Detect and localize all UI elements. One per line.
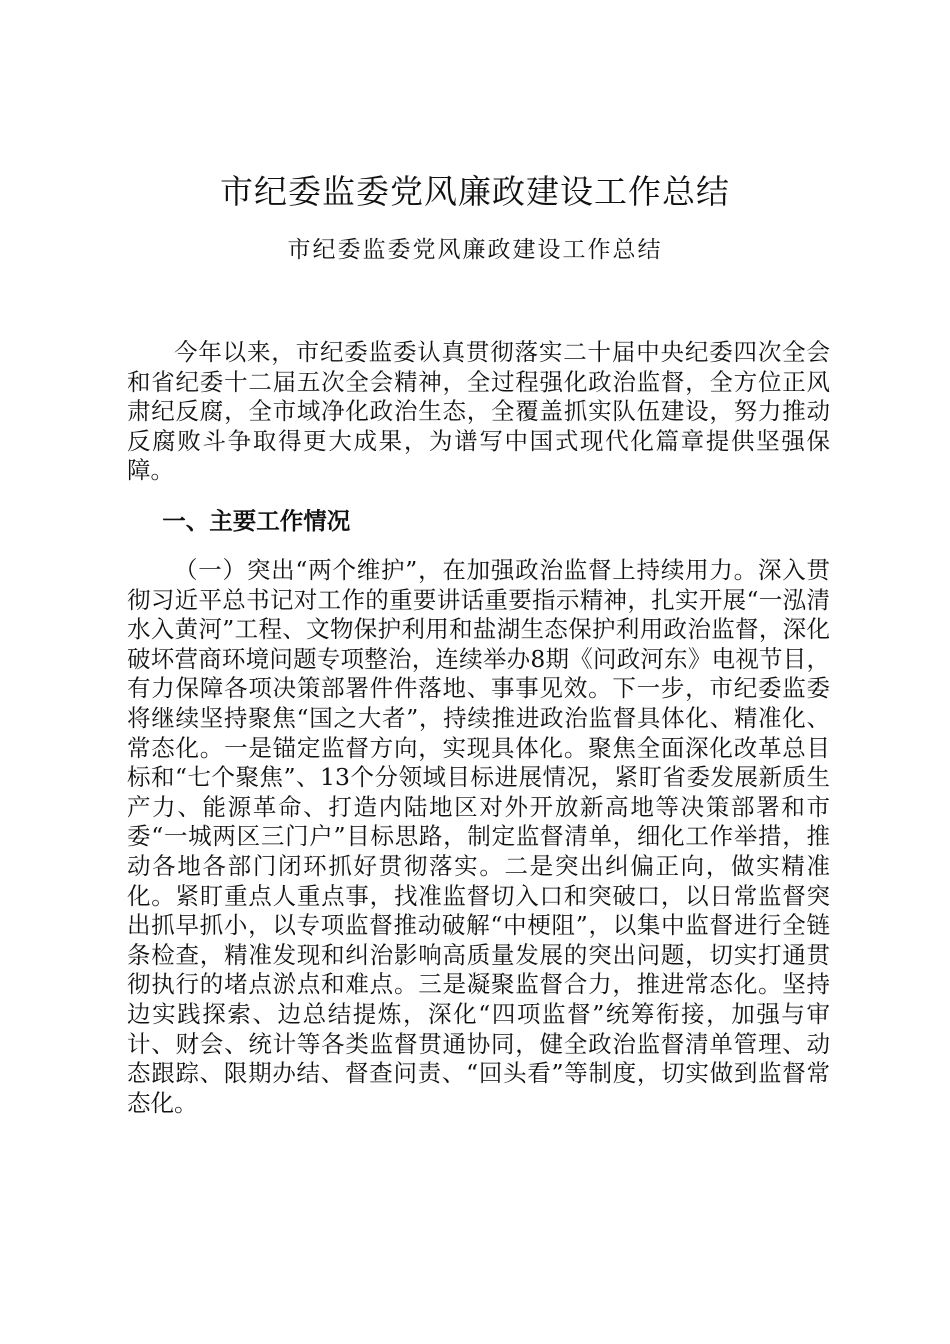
document-title: 市纪委监委党风廉政建设工作总结 xyxy=(220,172,730,211)
intro-paragraph: 今年以来，市纪委监委认真贯彻落实二十届中央纪委四次全会和省纪委十二届五次全会精神，全过程强化政治监督，全方位正风肃纪反腐，全市域净化政治生态，全覆盖抓实队伍建设，努力推动反腐败斗争取得更大成果，为谱写中国式现代化篇章提供坚强保障。 xyxy=(127,338,830,485)
section-paragraph: （一）突出“两个维护”，在加强政治监督上持续用力。深入贯彻习近平总书记对工作的重要讲话重要指示精神，扎实开展“一泓清水入黄河”工程、文物保护利用和盐湖生态保护利用政治监督，深化破坏营商环境问题专项整治，连续举办8期《问政河东》电视节目，有力保障各项决策部署件件落地、事事见效。下一步，市纪委监委将继续坚持聚焦“国之大者”，持续推进政治监督具体化、精准化、常态化。一是锚定监督方向，实现具体化。聚焦全面深化改革总目标和“七个聚焦”、13个分领域目标进展情况，紧盯省委发展新质生产力、能源革命、打造内陆地区对外开放新高地等决策部署和市委“一城两区三门户”目标思路，制定监督清单，细化工作举措，推动各地各部门闭环抓好贯彻落实。二是突出纠偏正向，做实精准化。紧盯重点人重点事，找准监督切入口和突破口，以日常监督突出抓早抓小，以专项监督推动破解“中梗阻”，以集中监督进行全链条检查，精准发现和纠治影响高质量发展的突出问题，切实打通贯彻执行的堵点淤点和难点。三是凝聚监督合力，推进常态化。坚持边实践探索、边总结提炼，深化“四项监督”统筹衔接，加强与审计、财会、统计等各类监督贯通协同，健全政治监督清单管理、动态跟踪、限期办结、督查问责、“回头看”等制度，切实做到监督常态化。 xyxy=(127,556,830,1117)
section-heading: 一、主要工作情况 xyxy=(162,507,351,535)
document-subtitle: 市纪委监委党风廉政建设工作总结 xyxy=(287,237,663,263)
